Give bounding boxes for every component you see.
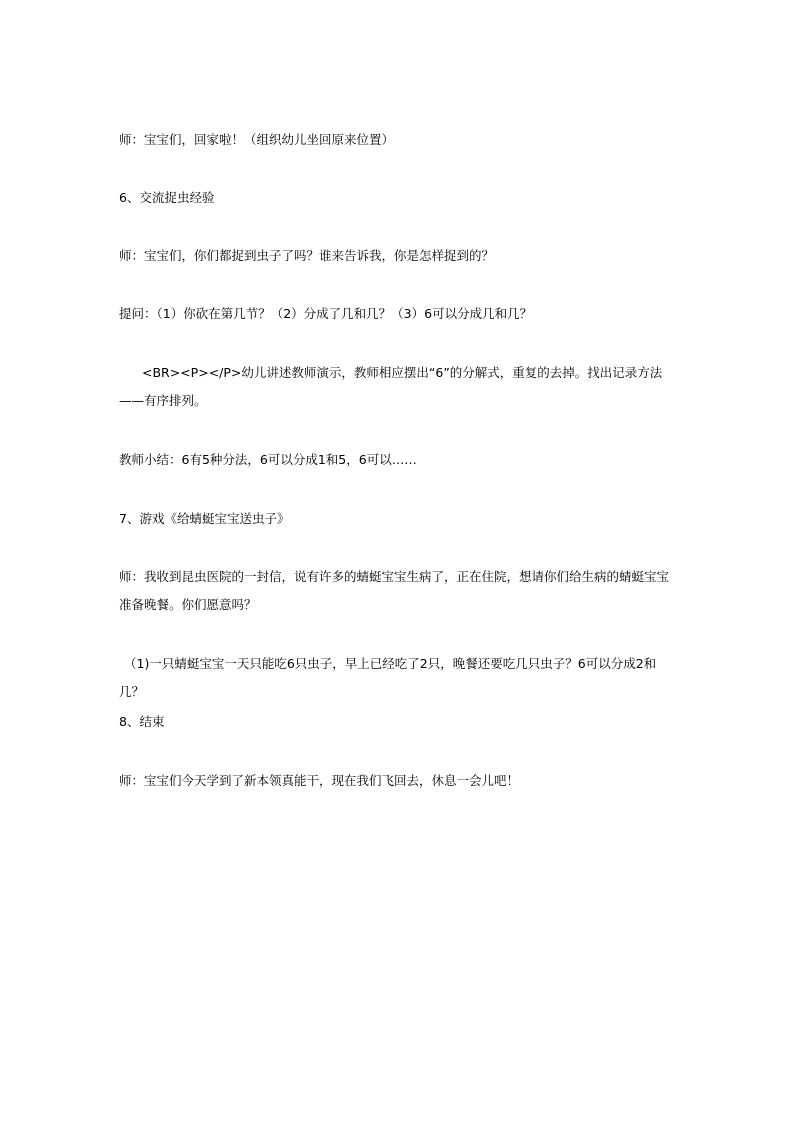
heading-section-7: 7、游戏《给蜻蜓宝宝送虫子》 (119, 511, 290, 526)
paragraph-teacher-summary: 教师小结：6有5种分法，6可以分成1和5，6可以…… (119, 452, 417, 467)
paragraph-problem-1: （1)一只蜻蜓宝宝一天只能吃6只虫子，早上已经吃了2只，晚餐还要吃几只虫子？6可以分成2和几？ (119, 656, 657, 699)
paragraph-questions: 提问：（1）你砍在第几节？（2）分成了几和几？（3）6可以分成几和几？ (119, 306, 533, 321)
paragraph-teacher-question: 师：宝宝们，你们都捉到虫子了吗？谁来告诉我，你是怎样捉到的？ (119, 248, 495, 263)
paragraph-hospital-letter: 师：我收到昆虫医院的一封信，说有许多的蜻蜓宝宝生病了，正在住院，想请你们给生病的蜻蜓宝宝准备晚餐。你们愿意吗？ (119, 569, 670, 612)
paragraph-demonstration: <BR><P></P>幼儿讲述教师演示，教师相应摆出“6”的分解式，重复的去掉。找出记录方法——有序排列。 (119, 365, 663, 408)
paragraph-closing: 师：宝宝们今天学到了新本领真能干，现在我们飞回去，休息一会儿吧！ (119, 773, 520, 788)
heading-section-8: 8、结束 (119, 714, 165, 729)
heading-section-6: 6、交流捉虫经验 (119, 190, 215, 205)
paragraph-return-home: 师：宝宝们，回家啦！（组织幼儿坐回原来位置） (119, 132, 395, 147)
